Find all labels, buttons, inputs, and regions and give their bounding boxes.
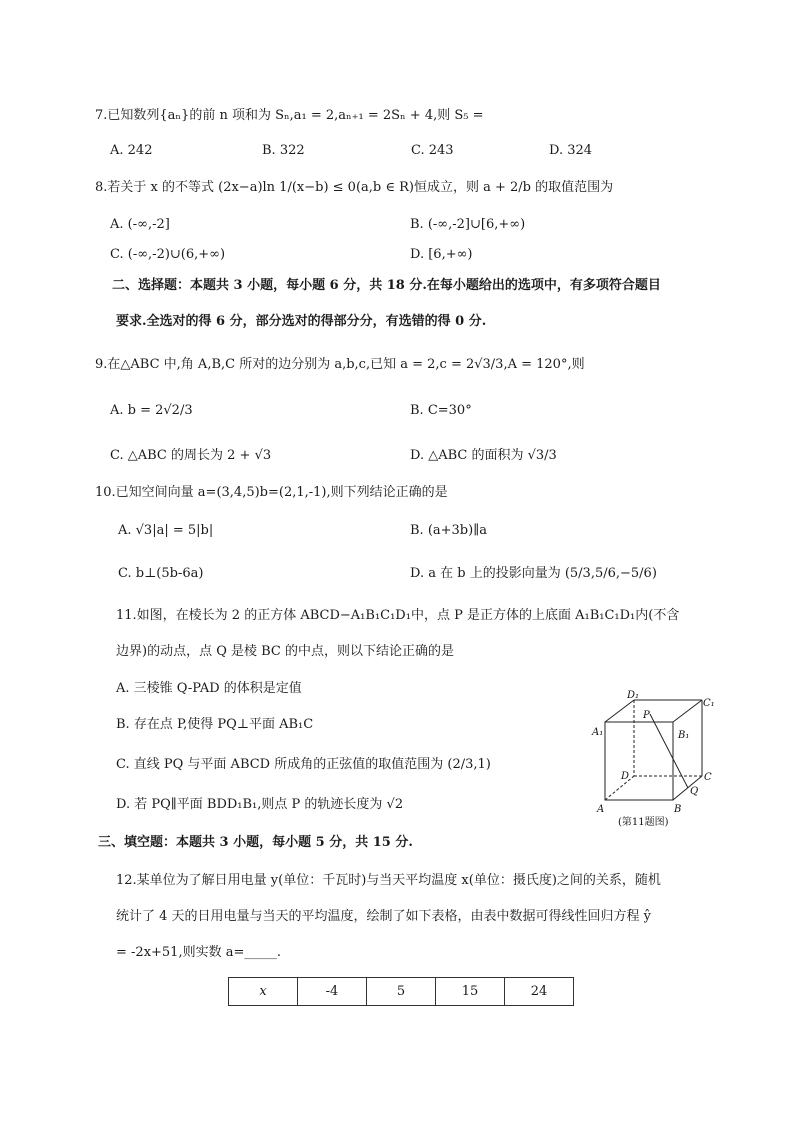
section2-line2: 要求.全选对的得 6 分，部分选对的得部分分，有选错的得 0 分.	[116, 314, 487, 329]
table-cell: 24	[505, 978, 574, 1006]
q7-option-c: C. 243	[411, 143, 454, 158]
q7-stem: 7.已知数列{aₙ}的前 n 项和为 Sₙ,a₁ = 2,aₙ₊₁ = 2Sₙ + 4,则 S₅ =	[95, 108, 484, 123]
q10-option-b: B. (a+3b)∥a	[410, 523, 487, 538]
label-c: C	[704, 772, 712, 783]
table-row	[229, 978, 574, 1006]
q10-option-c: C. b⊥(5b-6a)	[118, 566, 204, 581]
q11-option-b: B. 存在点 P,使得 PQ⊥平面 AB₁C	[116, 717, 314, 732]
label-b: B	[674, 804, 682, 815]
q9-option-c: C. △ABC 的周长为 2 + √3	[110, 448, 272, 463]
q12-line2: 统计了 4 天的日用电量与当天的平均温度，绘制了如下表格，由表中数据可得线性回归方程 ŷ	[116, 909, 652, 924]
label-d: D	[621, 771, 630, 782]
q9-option-a: A. b = 2√2/3	[110, 403, 193, 418]
q8-option-a: A. (-∞,-2]	[110, 217, 170, 232]
q11-option-c: C. 直线 PQ 与平面 ABCD 所成角的正弦值的取值范围为 (2/3,1)	[116, 757, 491, 772]
q10-stem: 10.已知空间向量 a=(3,4,5)b=(2,1,-1),则下列结论正确的是	[95, 485, 448, 500]
q8-option-c: C. (-∞,-2)∪(6,+∞)	[110, 247, 226, 262]
table-cell: -4	[298, 978, 367, 1006]
label-a: A	[597, 804, 605, 815]
q11-stem-line1: 11.如图，在棱长为 2 的正方体 ABCD−A₁B₁C₁D₁中，点 P 是正方体的上底面 A₁B₁C₁D₁内(不含	[116, 608, 680, 623]
q7-option-d: D. 324	[549, 143, 593, 158]
q12-data-table	[228, 977, 574, 1006]
cube-figure	[590, 688, 720, 828]
q10-option-d: D. a 在 b 上的投影向量为 (5/3,5/6,−5/6)	[410, 566, 657, 581]
label-a1: A₁	[592, 727, 604, 738]
q10-option-a: A. √3|a| = 5|b|	[118, 523, 214, 538]
q9-option-d: D. △ABC 的面积为 √3/3	[410, 448, 557, 463]
table-cell: x	[229, 978, 298, 1006]
figure-caption: (第11题图)	[618, 817, 669, 828]
q12-line1: 12.某单位为了解日用电量 y(单位：千瓦时)与当天平均温度 x(单位：摄氏度)之间的关系，随机	[116, 873, 661, 888]
label-q: Q	[690, 786, 699, 797]
table-cell: 5	[367, 978, 436, 1006]
q9-option-b: B. C=30°	[410, 403, 472, 418]
label-b1: B₁	[678, 730, 690, 741]
label-d1: D₁	[627, 690, 640, 701]
section2-line1: 二、选择题：本题共 3 小题，每小题 6 分，共 18 分.在每小题给出的选项中，有多项符合题目	[112, 278, 661, 293]
label-c1: C₁	[703, 698, 715, 709]
q11-option-a: A. 三棱锥 Q-PAD 的体积是定值	[116, 681, 302, 696]
q11-option-d: D. 若 PQ∥平面 BDD₁B₁,则点 P 的轨迹长度为 √2	[116, 797, 404, 812]
q12-line3: = -2x+51,则实数 a=_____.	[116, 945, 281, 960]
q8-option-b: B. (-∞,-2]∪[6,+∞)	[410, 217, 526, 232]
section3-title: 三、填空题：本题共 3 小题，每小题 5 分，共 15 分.	[98, 835, 413, 850]
q11-stem-line2: 边界)的动点，点 Q 是棱 BC 的中点，则以下结论正确的是	[116, 644, 455, 659]
label-p: P	[643, 710, 650, 721]
q9-stem: 9.在△ABC 中,角 A,B,C 所对的边分别为 a,b,c,已知 a = 2,c = 2√3/3,A = 120°,则	[95, 357, 585, 372]
q7-option-b: B. 322	[262, 143, 305, 158]
q8-stem: 8.若关于 x 的不等式 (2x−a)ln 1/(x−b) ≤ 0(a,b ∈ R)恒成立，则 a + 2/b 的取值范围为	[95, 180, 614, 195]
q8-option-d: D. [6,+∞)	[410, 247, 473, 262]
table-cell: 15	[436, 978, 505, 1006]
q7-option-a: A. 242	[110, 143, 153, 158]
